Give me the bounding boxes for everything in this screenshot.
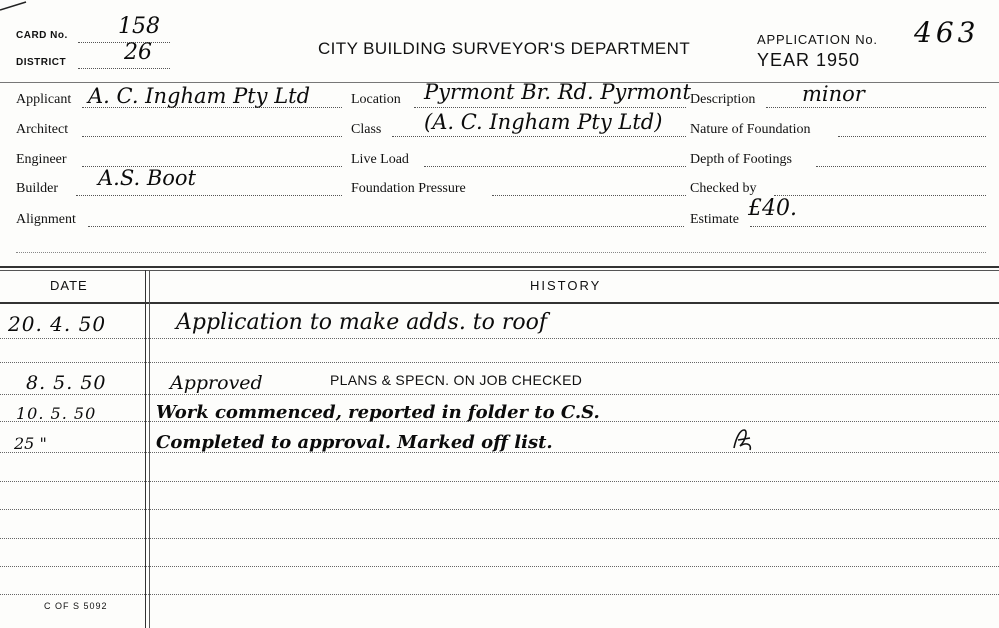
architect-line: [82, 136, 342, 137]
history-row-text: Application to make adds. to roof: [176, 310, 548, 335]
foundation-pressure-label: Foundation Pressure: [351, 181, 466, 196]
location-value: Pyrmont Br. Rd. Pyrmont: [424, 80, 691, 104]
application-no-value: 463: [914, 16, 980, 49]
date-column-header: DATE: [50, 278, 88, 293]
class-line: [392, 136, 686, 137]
builder-value: A.S. Boot: [98, 166, 196, 190]
card-no-value: 158: [118, 14, 160, 39]
card-no-label: CARD No.: [16, 30, 68, 41]
description-label: Description: [690, 92, 756, 107]
date-column-divider-inner: [149, 270, 150, 628]
depth-of-footings-line: [816, 166, 986, 167]
checked-by-line: [774, 195, 986, 196]
approval-stamp: PLANS & SPECN. ON JOB CHECKED: [330, 372, 583, 388]
history-rule: [0, 362, 999, 363]
estimate-label: Estimate: [690, 212, 739, 227]
foundation-pressure-line: [492, 195, 686, 196]
history-rule: [0, 538, 999, 539]
history-row-date: 8. 5. 50: [26, 372, 107, 394]
nature-of-foundation-label: Nature of Foundation: [690, 122, 811, 137]
live-load-label: Live Load: [351, 152, 409, 167]
district-label: DISTRICT: [16, 57, 67, 68]
alignment-line: [88, 226, 684, 227]
estimate-value: £40.: [748, 196, 797, 221]
history-row-text: Work commenced, reported in folder to C.S.: [156, 402, 600, 423]
date-column-divider: [145, 270, 146, 628]
alignment-label: Alignment: [16, 212, 76, 227]
estimate-line: [750, 226, 986, 227]
history-rule: [0, 338, 999, 339]
history-row-date: 25 ": [14, 434, 47, 453]
applicant-label: Applicant: [16, 92, 72, 107]
location-label: Location: [351, 92, 401, 107]
history-row-date: 10. 5. 50: [16, 404, 97, 423]
initials-signature: [728, 424, 758, 454]
class-value: (A. C. Ingham Pty Ltd): [424, 110, 663, 134]
history-row-text: Approved: [170, 372, 263, 394]
nature-of-foundation-line: [838, 136, 986, 137]
history-column-header: HISTORY: [530, 278, 602, 293]
history-rule: [0, 566, 999, 567]
fields-blank-line: [16, 252, 986, 253]
corner-mark: [0, 0, 40, 12]
architect-label: Architect: [16, 122, 69, 137]
history-row-text: Completed to approval. Marked off list.: [156, 432, 553, 453]
engineer-label: Engineer: [16, 152, 67, 167]
history-rule: [0, 394, 999, 395]
class-label: Class: [351, 122, 382, 137]
form-code: C OF S 5092: [44, 601, 108, 611]
live-load-line: [424, 166, 686, 167]
applicant-value: A. C. Ingham Pty Ltd: [88, 84, 311, 108]
history-rule: [0, 509, 999, 510]
application-no-label: APPLICATION No.: [757, 32, 878, 47]
description-line: [766, 107, 986, 108]
location-line: [414, 107, 686, 108]
history-rule: [0, 481, 999, 482]
district-line: [78, 68, 170, 69]
history-rule: [0, 594, 999, 595]
depth-of-footings-label: Depth of Footings: [690, 152, 792, 167]
description-value: minor: [802, 82, 865, 106]
builder-line: [76, 195, 342, 196]
history-row-date: 20. 4. 50: [8, 312, 107, 336]
department-title: CITY BUILDING SURVEYOR'S DEPARTMENT: [318, 39, 691, 58]
district-value: 26: [124, 40, 152, 65]
checked-by-label: Checked by: [690, 181, 757, 196]
builder-label: Builder: [16, 181, 58, 196]
year-label: YEAR 1950: [757, 50, 861, 70]
table-top-rule: [0, 266, 999, 268]
